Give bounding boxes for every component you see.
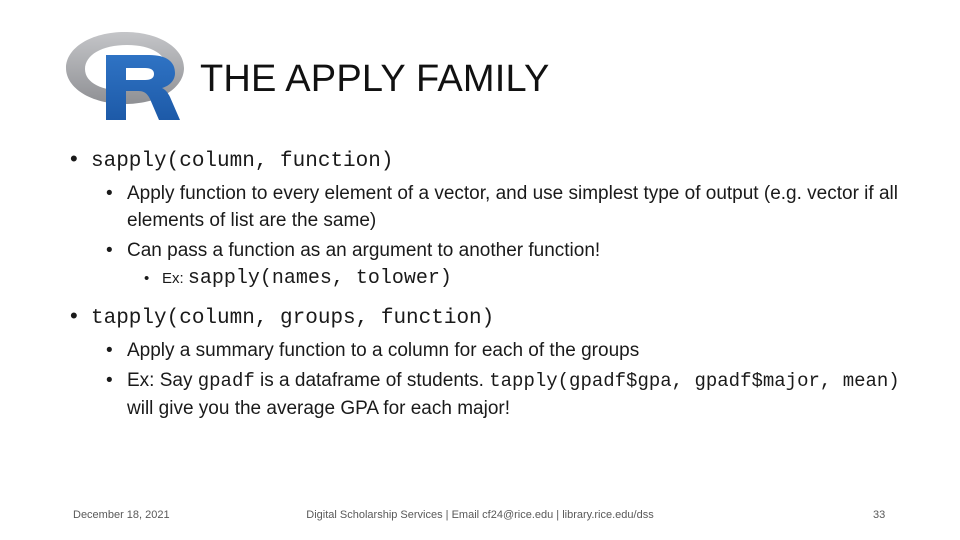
- bullet-text: Apply function to every element of a vector, and use simplest type of output (e.g. vector if all elements of list are the same): [127, 183, 898, 231]
- bullet-text: is a dataframe of students.: [254, 370, 490, 391]
- page-number: 33: [873, 509, 886, 521]
- sub-bullet-item: [106, 180, 930, 234]
- r-logo-icon: [63, 28, 187, 124]
- sub-bullet-item: [106, 237, 930, 264]
- slide-title: THE APPLY FAMILY: [200, 58, 550, 100]
- bullet-text: Can pass a function as an argument to another function!: [127, 240, 601, 261]
- code-text: tapply(gpadf$gpa, gpadf$major, mean): [489, 370, 900, 392]
- bullet-marker: •: [70, 146, 78, 171]
- code-text: sapply(column, function): [91, 150, 394, 173]
- bullet-item: [70, 144, 930, 177]
- sub-sub-bullet-item: [144, 265, 930, 293]
- bullet-text: will give you the average GPA for each major!: [127, 398, 511, 419]
- bullet-marker: •: [144, 270, 150, 287]
- sub-bullet-item: [106, 367, 930, 422]
- code-text: sapply(names, tolower): [187, 267, 452, 290]
- bullet-marker: •: [106, 370, 113, 391]
- bullet-marker: •: [106, 340, 113, 361]
- bullet-text: Ex: Say: [127, 370, 198, 391]
- footer-contact: Digital Scholarship Services | Email cf24@rice.edu | library.rice.edu/dss: [306, 509, 654, 521]
- code-text: tapply(column, groups, function): [91, 307, 495, 330]
- code-text: gpadf: [197, 370, 255, 392]
- footer-date: December 18, 2021: [73, 509, 170, 521]
- bullet-marker: •: [106, 183, 113, 204]
- sub-bullet-item: [106, 337, 930, 364]
- bullet-list: [70, 144, 930, 422]
- bullet-marker: •: [70, 303, 78, 328]
- example-prefix: Ex:: [162, 270, 188, 287]
- bullet-text: Apply a summary function to a column for each of the groups: [127, 340, 640, 361]
- bullet-marker: •: [106, 240, 113, 261]
- bullet-item: [70, 301, 930, 334]
